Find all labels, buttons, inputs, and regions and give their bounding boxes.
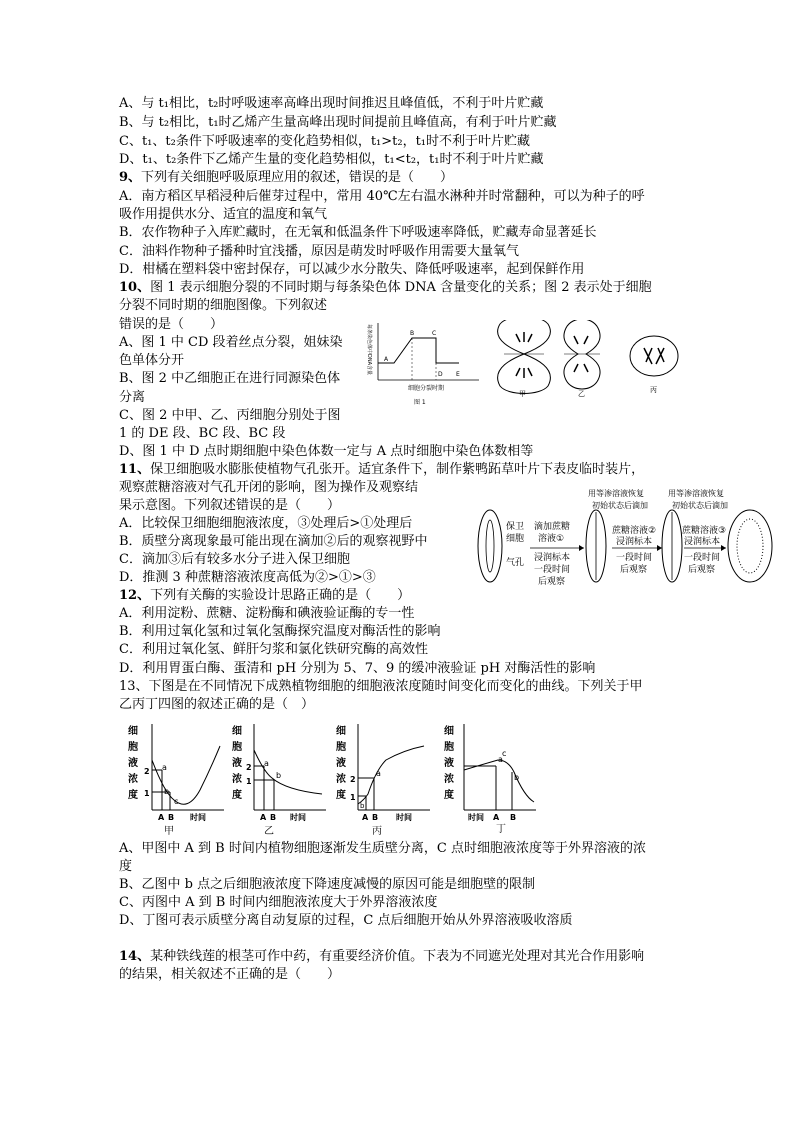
bing-ylabel-3: 液 bbox=[336, 758, 346, 769]
ding-ylabel-5: 度 bbox=[444, 790, 454, 801]
fig1-curve bbox=[378, 338, 459, 363]
q11-stem-line1 bbox=[119, 461, 644, 479]
q10-figure1-graph bbox=[364, 318, 482, 408]
svg-text:b: b bbox=[164, 787, 170, 796]
svg-text:b: b bbox=[514, 773, 520, 782]
q11-stomata-figure bbox=[472, 488, 776, 588]
step1-text-3: 浸润标本 bbox=[534, 553, 571, 563]
step3-text-1: 蔗糖溶液③ bbox=[682, 526, 727, 536]
graph-yi bbox=[232, 724, 326, 837]
stoma-1-pore bbox=[486, 520, 494, 572]
q13-option-d: D、丁图可表示质壁分离自动复原的过程，C 点后细胞开始从外界溶液吸收溶质 bbox=[119, 913, 573, 928]
q10-option-b-line1: B、图 2 中乙细胞正在进行同源染色体 bbox=[119, 371, 341, 386]
q11-option-c: C．滴加③后有较多水分子进入保卫细胞 bbox=[119, 552, 350, 567]
step1-text-4: 一段时间 bbox=[534, 565, 571, 575]
svg-text:a: a bbox=[264, 759, 269, 768]
q10-option-c-line2: 1 的 DE 段、BC 段、BC 段 bbox=[119, 426, 286, 441]
step2-arrowhead bbox=[657, 545, 662, 551]
q8-option-d: D、t₁、t₂条件下乙烯产生量的变化趋势相似，t₁<t₂，t₁时不利于叶片贮藏 bbox=[119, 152, 544, 167]
yi-ylabel-3: 液 bbox=[232, 758, 242, 769]
stoma-1-outer bbox=[478, 510, 502, 582]
fig1-xlabel: 细胞分裂时期 bbox=[408, 385, 445, 392]
step1-text-1: 滴加蔗糖 bbox=[534, 522, 571, 532]
ding-ylabel-4: 浓 bbox=[444, 774, 454, 785]
graph-bing bbox=[336, 724, 430, 837]
q11-option-a: A．比较保卫细胞细胞液浓度，③处理后>①处理后 bbox=[119, 516, 413, 531]
step2-text-4: 后观察 bbox=[620, 565, 648, 575]
cell-bing bbox=[630, 336, 678, 376]
stoma-label-guard-2: 细胞 bbox=[506, 534, 525, 544]
stoma-label-guard-1: 保卫 bbox=[506, 522, 525, 532]
q9-stem bbox=[119, 169, 453, 187]
cell-label-jia: 甲 bbox=[519, 390, 526, 398]
q10-stem-line1 bbox=[119, 279, 652, 297]
q14-stem-line2: 的结果，相关叙述不正确的是（ ） bbox=[119, 967, 341, 982]
yi-ylabel-2: 胞 bbox=[232, 742, 242, 753]
q9-option-d: D．柑橘在塑料袋中密封保存，可以减少水分散失、降低呼吸速率，起到保鲜作用 bbox=[119, 262, 585, 277]
svg-text:c: c bbox=[174, 797, 179, 806]
q9-option-b: B．农作物种子入库贮藏时，在无氧和低温条件下呼吸速率降低，贮藏寿命显著延长 bbox=[119, 225, 597, 240]
q10-option-a-line1: A、图 1 中 CD 段着丝点分裂，姐妹染 bbox=[119, 335, 343, 350]
q9-option-a-line2: 吸作用提供水分、适宜的温度和氧气 bbox=[119, 207, 328, 222]
ding-ylabel-2: 胞 bbox=[444, 742, 454, 753]
step1-text-2: 溶液① bbox=[538, 534, 565, 544]
svg-text:A: A bbox=[260, 813, 267, 822]
stoma-4-pore bbox=[737, 519, 763, 573]
q12-option-b: B．利用过氧化氢和过氧化氢酶探究温度对酶活性的影响 bbox=[119, 624, 441, 639]
yi-xlabel: 时间 bbox=[290, 813, 306, 822]
q10-stem-text: 图 1 表示细胞分裂的不同时期与每条染色体 DNA 含量变化的关系；图 2 表示处于细胞 bbox=[150, 280, 652, 295]
fig1-point-b: B bbox=[410, 330, 415, 337]
q13-stem-line1: 13、下图是在不同情况下成熟植物细胞的细胞液浓度随时间变化而变化的曲线。下列关于甲 bbox=[119, 679, 643, 694]
q9-number: 9、 bbox=[119, 170, 142, 185]
q12-option-a: A．利用淀粉、蔗糖、淀粉酶和碘液验证酶的专一性 bbox=[119, 606, 415, 621]
svg-text:B: B bbox=[510, 813, 517, 822]
bing-ylabel-4: 浓 bbox=[336, 774, 346, 785]
q11-stem-line2: 观察蔗糖溶液对气孔开闭的影响，图为操作及观察结 bbox=[119, 480, 419, 495]
fig1-point-a: A bbox=[384, 356, 389, 363]
q9-option-c: C．油料作物种子播种时宜浅播，原因是萌发时呼吸作用需要大量氧气 bbox=[119, 244, 519, 259]
graph-label-bing: 丙 bbox=[372, 826, 382, 837]
svg-text:2: 2 bbox=[246, 763, 252, 772]
q13-option-a-line2: 度 bbox=[119, 859, 133, 874]
svg-text:a: a bbox=[498, 755, 503, 764]
fig1-point-e: E bbox=[456, 371, 460, 378]
svg-text:B: B bbox=[168, 813, 175, 822]
graph-jia bbox=[128, 724, 224, 837]
bing-ylabel-2: 胞 bbox=[336, 742, 346, 753]
q10-option-d: D、图 1 中 D 点时期细胞中染色体数一定与 A 点时细胞中染色体数相等 bbox=[119, 444, 534, 459]
bing-ylabel-5: 度 bbox=[336, 790, 346, 801]
fig1-point-c: C bbox=[432, 330, 437, 337]
q10-option-c-line1: C、图 2 中甲、乙、丙细胞分别处于图 bbox=[119, 408, 341, 423]
ding-xlabel: 时间 bbox=[468, 813, 484, 822]
step2-top-1: 用等渗溶液恢复 bbox=[588, 489, 644, 498]
step3-top-1: 用等渗溶液恢复 bbox=[668, 489, 724, 498]
q11-number: 11、 bbox=[119, 462, 151, 477]
q14-stem-text: 某种铁线莲的根茎可作中药，有重要经济价值。下表为不同遮光处理对其光合作用影响 bbox=[150, 949, 645, 964]
step2-text-3: 一段时间 bbox=[616, 553, 653, 563]
svg-text:A: A bbox=[158, 813, 165, 822]
q10-stem-line3: 错误的是（ ） bbox=[119, 317, 224, 332]
svg-text:b: b bbox=[360, 802, 365, 810]
q13-graphs bbox=[124, 720, 544, 840]
step1-arrowhead bbox=[579, 545, 584, 551]
svg-text:a: a bbox=[376, 769, 381, 778]
jia-ylabel-2: 胞 bbox=[128, 742, 138, 753]
ding-ylabel-3: 液 bbox=[444, 758, 454, 769]
q10-option-a-line2: 色单体分开 bbox=[119, 353, 185, 368]
svg-text:A: A bbox=[362, 813, 369, 822]
graph-label-yi: 乙 bbox=[264, 826, 274, 837]
q9-stem-text: 下列有关细胞呼吸原理应用的叙述，错误的是（ ） bbox=[141, 170, 454, 185]
q11-option-b: B．质壁分离现象最可能出现在滴加②后的观察视野中 bbox=[119, 534, 428, 549]
q8-option-a: A、与 t₁相比，t₂时呼吸速率高峰出现时间推迟且峰值低，不利于叶片贮藏 bbox=[119, 96, 544, 111]
q11-stem-line3: 果示意图。下列叙述错误的是（ ） bbox=[119, 498, 341, 513]
graph-label-jia: 甲 bbox=[164, 826, 174, 837]
svg-text:1: 1 bbox=[246, 777, 252, 786]
jia-ylabel-3: 液 bbox=[128, 758, 138, 769]
bing-xlabel: 时间 bbox=[396, 813, 412, 822]
step2-text-1: 蔗糖溶液② bbox=[612, 526, 657, 536]
stoma-label-pore: 气孔 bbox=[506, 558, 525, 568]
step1-text-5: 后观察 bbox=[538, 577, 566, 587]
step3-top-2: 初始状态后滴加 bbox=[672, 501, 728, 510]
step2-text-2: 浸润标本 bbox=[616, 537, 653, 547]
svg-text:2: 2 bbox=[350, 775, 356, 784]
jia-xlabel: 时间 bbox=[190, 813, 206, 822]
q12-number: 12、 bbox=[119, 588, 151, 603]
fig1-caption: 图 1 bbox=[414, 399, 426, 406]
cell-yi bbox=[564, 320, 600, 389]
jia-ylabel-4: 浓 bbox=[128, 774, 138, 785]
svg-text:b: b bbox=[276, 771, 282, 780]
svg-text:B: B bbox=[372, 813, 379, 822]
fig1-point-d: D bbox=[438, 371, 443, 378]
cell-label-yi: 乙 bbox=[578, 390, 585, 398]
q10-figure2-cells bbox=[494, 320, 694, 400]
cell-jia bbox=[498, 320, 551, 394]
q10-number: 10、 bbox=[119, 280, 151, 295]
q12-option-c: C．利用过氧化氢、鲜肝匀浆和氯化铁研究酶的高效性 bbox=[119, 642, 428, 657]
graph-ding bbox=[444, 724, 536, 835]
q12-stem-text: 下列有关酶的实验设计思路正确的是（ ） bbox=[150, 588, 411, 603]
svg-text:a: a bbox=[162, 763, 167, 772]
q14-stem-line1 bbox=[119, 948, 644, 966]
q8-option-b: B、与 t₂相比，t₁时乙烯产生量高峰出现时间提前且峰值高，有利于叶片贮藏 bbox=[119, 115, 557, 130]
q8-option-c: C、t₁、t₂条件下呼吸速率的变化趋势相似，t₁>t₂，t₁时不利于叶片贮藏 bbox=[119, 134, 531, 149]
q12-stem bbox=[119, 587, 410, 605]
svg-text:1: 1 bbox=[144, 789, 150, 798]
svg-text:2: 2 bbox=[144, 767, 150, 776]
step3-text-4: 后观察 bbox=[688, 565, 716, 575]
svg-text:1: 1 bbox=[350, 793, 356, 802]
q13-option-c: C、丙图中 A 到 B 时间内细胞液浓度大于外界溶液浓度 bbox=[119, 895, 438, 910]
yi-ylabel-5: 度 bbox=[232, 790, 242, 801]
q14-number: 14、 bbox=[119, 949, 151, 964]
ding-ylabel-1: 细 bbox=[444, 726, 454, 737]
q11-stem-text: 保卫细胞吸水膨胀使植物气孔张开。适宜条件下，制作紫鸭跖草叶片下表皮临时装片， bbox=[150, 462, 645, 477]
fig1-ylabel: 每条染色体中DNA含量 bbox=[366, 324, 372, 376]
q13-option-a-line1: A、甲图中 A 到 B 时间内植物细胞逐渐发生质壁分离，C 点时细胞液浓度等于外界溶液的浓 bbox=[119, 841, 646, 856]
q10-stem-line2: 分裂不同时期的细胞图像。下列叙述 bbox=[119, 298, 328, 313]
yi-ylabel-1: 细 bbox=[232, 726, 242, 737]
step2-top-2: 初始状态后滴加 bbox=[592, 501, 648, 510]
q10-option-b-line2: 分离 bbox=[119, 390, 146, 405]
step3-arrowhead bbox=[721, 545, 726, 551]
bing-ylabel-1: 细 bbox=[336, 726, 346, 737]
q11-option-d: D．推测 3 种蔗糖溶液浓度高低为②>①>③ bbox=[119, 570, 376, 585]
svg-text:c: c bbox=[502, 749, 507, 758]
jia-ylabel-1: 细 bbox=[128, 726, 138, 737]
step3-text-3: 一段时间 bbox=[684, 553, 721, 563]
graph-label-ding: 丁 bbox=[496, 824, 506, 835]
q13-stem-line2: 乙丙丁四图的叙述正确的是（ ） bbox=[119, 697, 315, 712]
jia-ylabel-5: 度 bbox=[128, 790, 138, 801]
q13-option-b: B、乙图中 b 点之后细胞液浓度下降速度减慢的原因可能是细胞壁的限制 bbox=[119, 877, 536, 892]
svg-text:B: B bbox=[270, 813, 277, 822]
cell-label-bing: 丙 bbox=[650, 386, 657, 394]
stoma-4-outer bbox=[728, 510, 772, 582]
q9-option-a-line1: A．南方稻区早稻浸种后催芽过程中，常用 40℃左右温水淋种并时常翻种，可以为种子的呼 bbox=[119, 189, 645, 204]
q12-option-d: D．利用胃蛋白酶、蛋清和 pH 分别为 5、7、9 的缓冲液验证 pH 对酶活性的影响 bbox=[119, 661, 596, 676]
svg-text:A: A bbox=[493, 813, 500, 822]
step3-text-2: 浸润标本 bbox=[684, 537, 721, 547]
yi-ylabel-4: 浓 bbox=[232, 774, 242, 785]
